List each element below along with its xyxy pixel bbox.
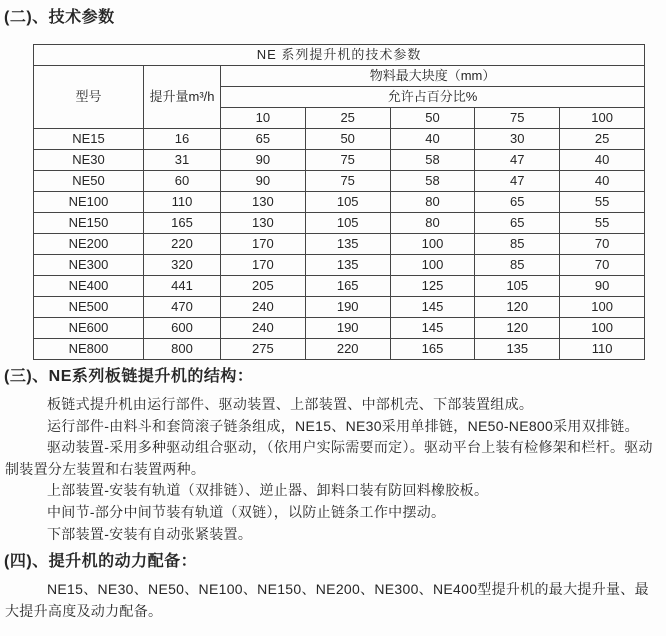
cell-value: 135 [475, 339, 560, 360]
cell-value: 47 [475, 150, 560, 171]
paragraph: 下部装置-安装有自动张紧装置。 [47, 525, 253, 542]
paragraph: 驱动装置-采用多种驱动组合驱动，（依用户实际需要而定）。驱动平台上装有检修架和栏杆。驱动制装置分左装置和右装置两种。 [5, 439, 653, 477]
cell-value: 100 [560, 318, 645, 339]
cell-value: 130 [221, 192, 306, 213]
cell-model: NE200 [34, 234, 144, 255]
col-header-percent: 允许占百分比% [221, 87, 645, 108]
cell-model: NE400 [34, 276, 144, 297]
table-row [34, 339, 645, 360]
cell-value: 47 [475, 171, 560, 192]
table-row [34, 213, 645, 234]
percent-col-10: 10 [221, 108, 306, 129]
paragraph: 上部装置-安装有轨道（双排链）、逆止器、卸料口装有防回料橡胶板。 [47, 482, 489, 499]
cell-value: 65 [221, 129, 306, 150]
cell-model: NE30 [34, 150, 144, 171]
cell-value: 170 [221, 255, 306, 276]
cell-capacity: 470 [144, 297, 221, 318]
cell-value: 165 [390, 339, 475, 360]
table-row [34, 255, 645, 276]
cell-value: 240 [221, 318, 306, 339]
cell-value: 58 [390, 150, 475, 171]
cell-capacity: 31 [144, 150, 221, 171]
cell-value: 135 [305, 255, 390, 276]
cell-value: 55 [560, 192, 645, 213]
paragraph: 中间节-部分中间节装有轨道（双链），以防止链条工作中摆动。 [47, 503, 446, 520]
percent-col-50: 50 [390, 108, 475, 129]
paragraph: NE15、NE30、NE50、NE100、NE150、NE200、NE300、NE400型提升机的最大提升量、最大提升高度及动力配备。 [5, 581, 649, 619]
cell-capacity: 110 [144, 192, 221, 213]
cell-model: NE300 [34, 255, 144, 276]
paragraph: 运行部件-由料斗和套筒滚子链条组成，NE15、NE30采用单排链，NE50-NE800采用双排链。 [47, 417, 639, 434]
cell-value: 130 [221, 213, 306, 234]
cell-capacity: 800 [144, 339, 221, 360]
cell-value: 30 [475, 129, 560, 150]
tech-params-table [33, 44, 645, 360]
table-row [34, 234, 645, 255]
cell-value: 75 [305, 171, 390, 192]
cell-value: 70 [560, 255, 645, 276]
cell-value: 40 [560, 171, 645, 192]
table-row [34, 318, 645, 339]
cell-capacity: 60 [144, 171, 221, 192]
cell-value: 40 [560, 150, 645, 171]
cell-capacity: 320 [144, 255, 221, 276]
col-header-lump-size: 物料最大块度（mm） [221, 66, 645, 87]
section-3-body [0, 394, 666, 545]
table-row [34, 129, 645, 150]
percent-col-100: 100 [560, 108, 645, 129]
cell-value: 65 [475, 213, 560, 234]
cell-value: 110 [560, 339, 645, 360]
cell-value: 190 [305, 297, 390, 318]
cell-value: 100 [390, 234, 475, 255]
col-header-capacity: 提升量m³/h [144, 66, 221, 129]
cell-model: NE800 [34, 339, 144, 360]
cell-value: 190 [305, 318, 390, 339]
section-4-heading: (四)、提升机的动力配备： [4, 553, 198, 571]
cell-value: 50 [305, 129, 390, 150]
cell-capacity: 220 [144, 234, 221, 255]
section-2-heading: (二)、技术参数 [4, 9, 115, 26]
cell-capacity: 16 [144, 129, 221, 150]
cell-value: 170 [221, 234, 306, 255]
table-title-row [34, 45, 645, 66]
cell-value: 205 [221, 276, 306, 297]
cell-value: 120 [475, 297, 560, 318]
table-row [34, 150, 645, 171]
cell-value: 40 [390, 129, 475, 150]
section-4-body [0, 579, 666, 622]
cell-value: 100 [390, 255, 475, 276]
cell-value: 105 [305, 192, 390, 213]
table-row [34, 192, 645, 213]
cell-value: 25 [560, 129, 645, 150]
cell-model: NE500 [34, 297, 144, 318]
table-row [34, 171, 645, 192]
percent-col-75: 75 [475, 108, 560, 129]
percent-col-25: 25 [305, 108, 390, 129]
cell-value: 55 [560, 213, 645, 234]
cell-value: 165 [305, 276, 390, 297]
col-header-model: 型号 [34, 66, 144, 129]
cell-value: 220 [305, 339, 390, 360]
table-row [34, 276, 645, 297]
cell-capacity: 441 [144, 276, 221, 297]
cell-value: 85 [475, 234, 560, 255]
cell-capacity: 165 [144, 213, 221, 234]
cell-value: 120 [475, 318, 560, 339]
cell-capacity: 600 [144, 318, 221, 339]
cell-model: NE50 [34, 171, 144, 192]
cell-value: 275 [221, 339, 306, 360]
cell-value: 85 [475, 255, 560, 276]
cell-value: 145 [390, 297, 475, 318]
cell-model: NE15 [34, 129, 144, 150]
cell-value: 90 [221, 150, 306, 171]
cell-value: 145 [390, 318, 475, 339]
cell-value: 70 [560, 234, 645, 255]
cell-value: 240 [221, 297, 306, 318]
cell-value: 75 [305, 150, 390, 171]
cell-value: 65 [475, 192, 560, 213]
cell-model: NE600 [34, 318, 144, 339]
cell-value: 80 [390, 213, 475, 234]
cell-model: NE100 [34, 192, 144, 213]
cell-value: 105 [475, 276, 560, 297]
section-3-heading: (三)、NE系列板链提升机的结构： [4, 368, 254, 385]
table-row [34, 297, 645, 318]
cell-value: 90 [560, 276, 645, 297]
cell-model: NE150 [34, 213, 144, 234]
cell-value: 80 [390, 192, 475, 213]
cell-value: 105 [305, 213, 390, 234]
cell-value: 90 [221, 171, 306, 192]
paragraph: 板链式提升机由运行部件、驱动装置、上部装置、中部机壳、下部装置组成。 [47, 396, 534, 412]
cell-value: 125 [390, 276, 475, 297]
cell-value: 135 [305, 234, 390, 255]
table-title: NE 系列提升机的技术参数 [34, 45, 645, 66]
cell-value: 100 [560, 297, 645, 318]
table-header-row [34, 66, 645, 87]
cell-value: 58 [390, 171, 475, 192]
